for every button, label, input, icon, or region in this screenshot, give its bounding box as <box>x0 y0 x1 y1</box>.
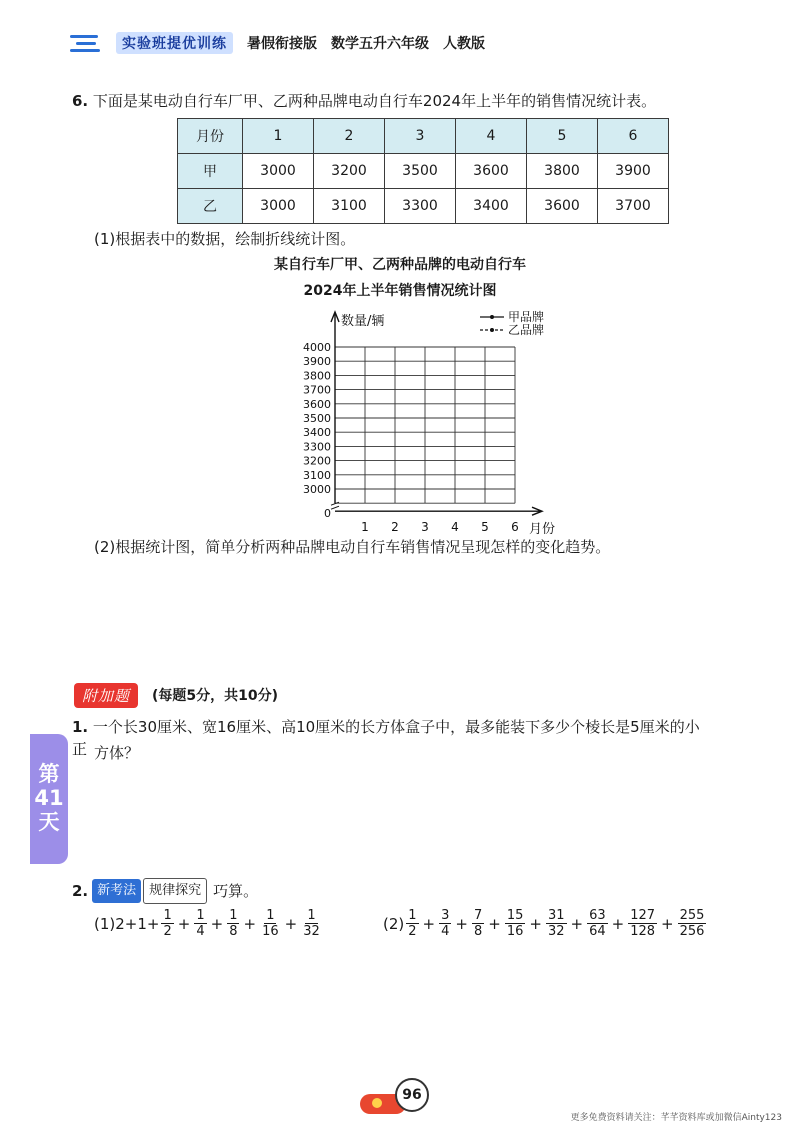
legend-label: 乙品牌 <box>508 323 545 337</box>
extra-score-note: (每题5分，共10分) <box>152 688 279 704</box>
fraction <box>439 908 451 939</box>
q6-stem <box>72 90 656 112</box>
table-header-cell: 3 <box>385 119 456 154</box>
extra-q2-number: 2. <box>72 882 89 900</box>
y-tick-label: 3000 <box>303 483 331 496</box>
y-tick-label: 3200 <box>303 454 331 468</box>
chart-title: 某自行车厂甲、乙两种品牌的电动自行车 <box>274 257 526 273</box>
y-tick-label: 3100 <box>303 468 331 482</box>
table-cell: 3500 <box>385 154 456 189</box>
plus-sign: + <box>210 914 224 933</box>
table-header-cell: 6 <box>598 119 669 154</box>
extra-badge: 附加题 <box>74 683 138 708</box>
table-cell: 3900 <box>598 154 669 189</box>
fraction-denominator: 2 <box>163 924 172 939</box>
q6-part2: (2)根据统计图，简单分析两种品牌电动自行车销售情况呈现怎样的变化趋势。 <box>94 538 611 556</box>
fraction-numerator: 1 <box>266 908 275 923</box>
expression-1 <box>94 908 324 939</box>
fraction-denominator: 32 <box>303 924 320 939</box>
fraction-denominator: 8 <box>229 924 238 939</box>
table-cell: 3000 <box>243 154 314 189</box>
brand-title: 实验班提优训练 <box>116 32 233 54</box>
x-tick-label: 4 <box>451 520 459 535</box>
chart-legend <box>480 309 544 337</box>
fraction-numerator: 3 <box>441 908 450 923</box>
subject-label: 数学五升六年级 <box>331 36 429 52</box>
legend-marker <box>490 328 494 332</box>
fraction-numerator: 15 <box>506 908 524 923</box>
plus-sign: + <box>422 914 436 933</box>
fraction-denominator: 2 <box>408 924 417 939</box>
page-number: 96 <box>395 1078 429 1112</box>
y-tick-label: 3300 <box>303 440 331 454</box>
fraction-numerator: 1 <box>408 908 417 923</box>
new-method-tag: 新考法 <box>92 879 141 903</box>
y-tick-label: 3400 <box>303 426 331 440</box>
fraction <box>678 908 707 939</box>
y-axis-label: 数量/辆 <box>341 314 385 329</box>
plus-sign: + <box>570 914 584 933</box>
x-tick-label: 6 <box>511 520 519 535</box>
fraction <box>301 908 322 939</box>
fraction-numerator: 63 <box>589 908 606 923</box>
expression-1-prefix: (1)2+1+ <box>94 914 160 933</box>
q6-number: 6. <box>72 92 89 110</box>
table-header-row <box>178 119 669 154</box>
plus-sign: + <box>243 914 257 933</box>
table-row-label: 甲 <box>178 154 243 189</box>
plus-sign: + <box>611 914 625 933</box>
extra-q1-number: 1. <box>72 718 89 736</box>
chart-axes <box>331 312 545 515</box>
plus-sign: + <box>177 914 191 933</box>
legend-label: 甲品牌 <box>508 310 545 324</box>
fraction-numerator: 255 <box>679 908 705 923</box>
y-tick-label: 0 <box>324 507 331 521</box>
y-tick-label: 3800 <box>303 369 331 383</box>
fraction <box>161 908 173 939</box>
plus-sign: + <box>455 914 468 933</box>
plus-sign: + <box>284 914 298 933</box>
x-tick-label: 1 <box>361 520 369 535</box>
fraction-numerator: 1 <box>163 908 172 923</box>
table-cell: 3000 <box>243 189 314 224</box>
line-chart <box>0 300 800 540</box>
table-cell: 3600 <box>527 189 598 224</box>
table-header-cell: 2 <box>314 119 385 154</box>
plus-sign: + <box>488 914 501 933</box>
table-row-label: 乙 <box>178 189 243 224</box>
y-tick-label: 3700 <box>303 383 331 397</box>
fraction <box>406 908 418 939</box>
page-header <box>70 30 485 56</box>
fraction-denominator: 16 <box>262 924 279 939</box>
fraction <box>587 908 608 939</box>
rule-explore-tag: 规律探究 <box>143 878 207 904</box>
submarine-window-icon <box>372 1098 382 1108</box>
expression-2 <box>383 908 708 939</box>
fraction-denominator: 4 <box>441 924 450 939</box>
edition-label: 暑假衔接版 <box>247 36 317 52</box>
brand-logo-icon <box>70 34 102 52</box>
fraction-denominator: 32 <box>547 924 565 939</box>
footer-note: 更多免费资料请关注：芊芊资料库或加微信Ainty123 <box>570 1113 782 1123</box>
y-tick-label: 3900 <box>303 355 331 369</box>
table-cell: 3800 <box>527 154 598 189</box>
table-cell: 3700 <box>598 189 669 224</box>
fraction-numerator: 7 <box>473 908 483 923</box>
q6-part1: (1)根据表中的数据，绘制折线统计图。 <box>94 230 356 248</box>
fraction <box>194 908 206 939</box>
extra-q2-text: 巧算。 <box>213 882 259 900</box>
y-tick-label: 3600 <box>303 397 331 411</box>
day-tab-line1: 第 <box>38 762 60 786</box>
plus-sign: + <box>529 914 542 933</box>
x-axis-label: 月份 <box>529 522 556 538</box>
expression-2-prefix: (2) <box>383 914 405 933</box>
fraction-denominator: 16 <box>506 924 524 939</box>
day-side-tab <box>30 734 68 864</box>
table-header-cell: 5 <box>527 119 598 154</box>
table-cell: 3600 <box>456 154 527 189</box>
fraction-denominator: 8 <box>473 924 483 939</box>
fraction-denominator: 128 <box>630 924 656 939</box>
chart-grid <box>335 347 515 503</box>
sales-table <box>177 118 669 224</box>
extra-q2 <box>72 878 258 904</box>
fraction <box>546 908 567 939</box>
x-tick-label: 3 <box>421 520 429 535</box>
day-tab-line2: 41 <box>34 786 64 810</box>
table-cell: 3200 <box>314 154 385 189</box>
y-tick-label: 3500 <box>303 412 331 425</box>
table-cell: 3300 <box>385 189 456 224</box>
x-tick-label: 2 <box>391 520 399 535</box>
fraction-numerator: 1 <box>307 908 316 923</box>
fraction <box>628 908 657 939</box>
fraction-denominator: 256 <box>679 924 705 939</box>
fraction-denominator: 64 <box>589 924 606 939</box>
extra-q1 <box>72 716 712 760</box>
y-tick-label: 4000 <box>303 341 331 354</box>
fraction <box>227 908 239 939</box>
table-cell: 3400 <box>456 189 527 224</box>
fraction-numerator: 31 <box>547 908 565 923</box>
plus-sign: + <box>661 914 674 933</box>
extra-q1-text-line2: 方体？ <box>94 744 140 762</box>
publisher-label: 人教版 <box>443 36 485 52</box>
fraction <box>260 908 281 939</box>
table-row <box>178 189 669 224</box>
legend-marker <box>490 315 494 319</box>
fraction-denominator: 4 <box>196 924 205 939</box>
fraction <box>472 908 484 939</box>
extra-q1-text-line1: 一个长30厘米、宽16厘米、高10厘米的长方体盒子中，最多能装下多少个棱长是5厘米的小正 <box>72 718 700 758</box>
day-tab-line3: 天 <box>38 810 60 834</box>
table-header-cell: 月份 <box>178 119 243 154</box>
chart-subtitle: 2024年上半年销售情况统计图 <box>303 283 497 299</box>
fraction-numerator: 1 <box>196 908 205 923</box>
table-header-cell: 4 <box>456 119 527 154</box>
table-header-cell: 1 <box>243 119 314 154</box>
fraction-numerator: 127 <box>630 908 656 923</box>
x-tick-label: 5 <box>481 520 489 535</box>
table-row <box>178 154 669 189</box>
table-cell: 3100 <box>314 189 385 224</box>
q6-text: 下面是某电动自行车厂甲、乙两种品牌电动自行车2024年上半年的销售情况统计表。 <box>92 92 657 110</box>
fraction-numerator: 1 <box>229 908 238 923</box>
fraction <box>505 908 526 939</box>
